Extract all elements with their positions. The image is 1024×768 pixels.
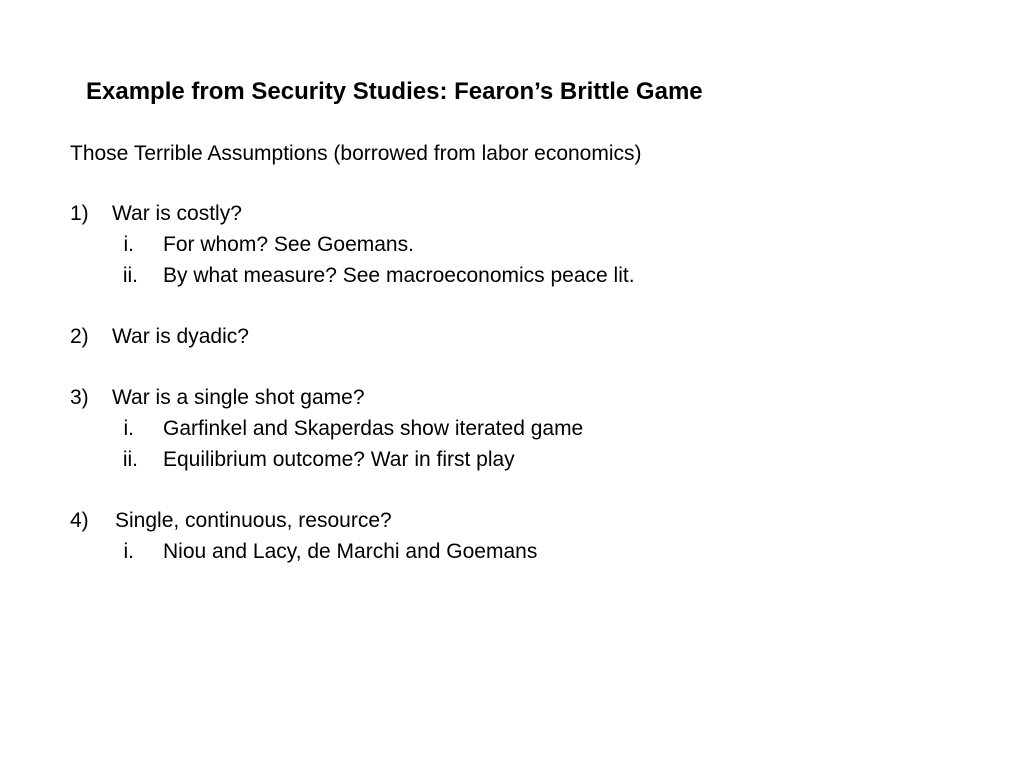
item-text: War is dyadic? (112, 325, 249, 348)
subitem-numeral: ii. (122, 264, 138, 287)
item-number: 3) (70, 386, 89, 409)
subitem-numeral: i. (123, 540, 134, 563)
subitem-numeral: i. (123, 233, 134, 256)
subitem-text: Garfinkel and Skaperdas show iterated game (163, 417, 584, 440)
item-number: 4) (70, 509, 89, 532)
subitem-numeral: i. (123, 417, 134, 440)
subitem-text: By what measure? See macroeconomics peace lit. (163, 264, 635, 287)
subitem-text: Niou and Lacy, de Marchi and Goemans (163, 540, 538, 563)
subitem-numeral: ii. (122, 448, 138, 471)
slide-title: Example from Security Studies: Fearon’s Brittle Game (86, 78, 703, 105)
item-text: War is a single shot game? (112, 386, 365, 409)
subitem-text: For whom? See Goemans. (163, 233, 414, 256)
item-text: War is costly? (112, 202, 242, 225)
intro-text: Those Terrible Assumptions (borrowed from labor economics) (70, 142, 642, 165)
subitem-text: Equilibrium outcome? War in first play (163, 448, 515, 471)
item-text: Single, continuous, resource? (115, 509, 392, 532)
item-number: 1) (70, 202, 89, 225)
item-number: 2) (70, 325, 89, 348)
